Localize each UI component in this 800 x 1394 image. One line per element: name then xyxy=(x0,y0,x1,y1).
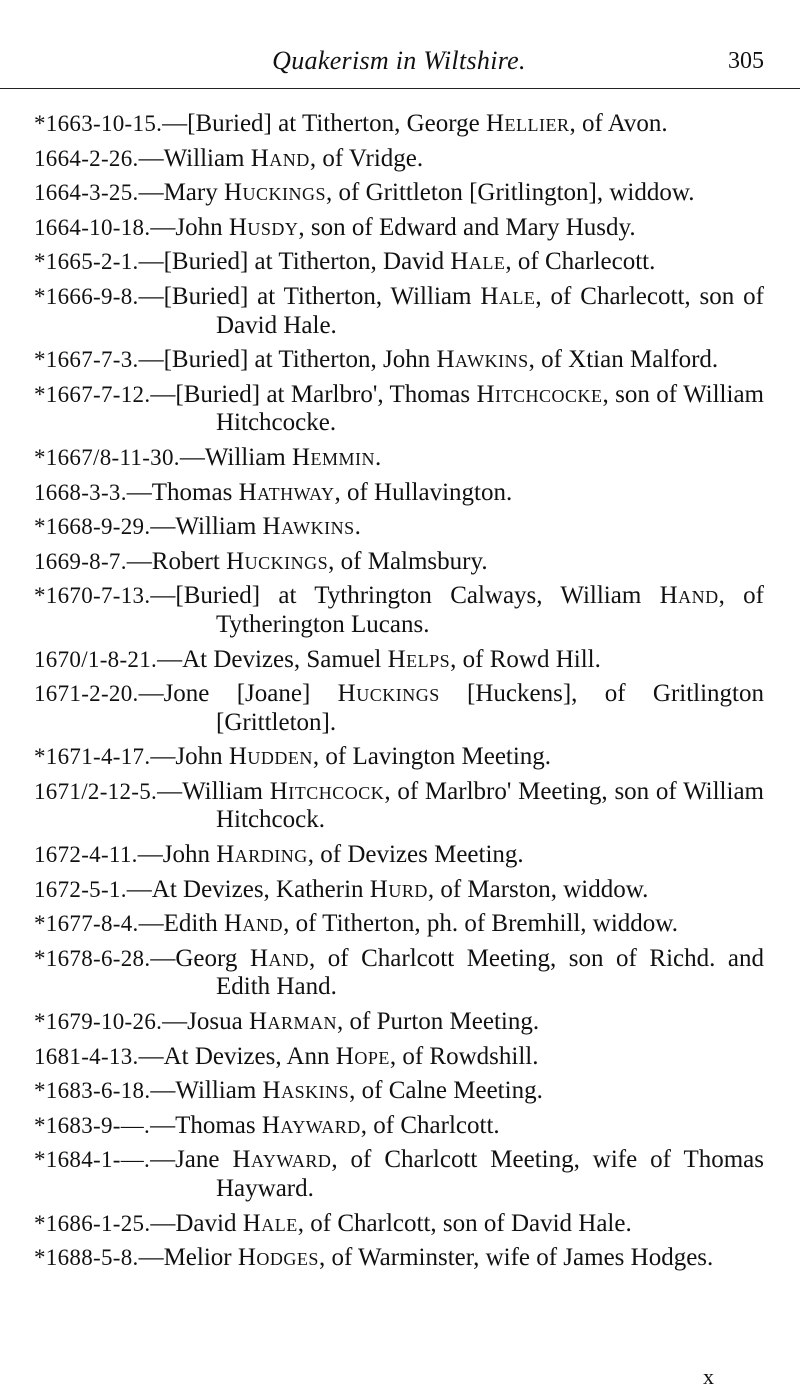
entry-surname: Harman xyxy=(248,1008,338,1036)
entry-surname: Hurd xyxy=(369,875,428,903)
entry-row xyxy=(34,1043,764,1072)
entry-row xyxy=(34,582,764,639)
entry-row xyxy=(34,381,764,438)
entry-text: —At Devizes, Katherin xyxy=(126,875,370,903)
entry-row xyxy=(34,346,764,375)
entry-date: *1684-1-—. xyxy=(34,1147,151,1173)
entry-row xyxy=(34,876,764,905)
entry-text-rest: , of Rowdshill. xyxy=(389,1042,539,1070)
entry-surname: Hope xyxy=(335,1042,390,1070)
entry-surname: Huckings xyxy=(337,680,440,708)
entry-surname: Hayward xyxy=(261,1111,361,1139)
entry-date: *1678-6-28. xyxy=(34,945,151,971)
entry-surname: Hitchcock xyxy=(269,777,385,805)
entry-surname: Hathway xyxy=(238,478,335,506)
entry-surname: Hand xyxy=(249,944,309,972)
entry-text-rest: , of Vridge. xyxy=(309,144,424,172)
entry-date: 1670/1-8-21. xyxy=(34,646,158,672)
entry-text-rest: . xyxy=(375,443,382,471)
entry-text-rest: , son of Edward and Mary Husdy. xyxy=(298,213,636,241)
entry-row xyxy=(34,1146,764,1203)
entry-row xyxy=(34,1008,764,1037)
entry-text-rest: , of Rowd Hill. xyxy=(450,645,601,673)
header-rule xyxy=(0,88,800,89)
entry-text: —David xyxy=(150,1209,243,1237)
entry-text-rest: , of Warminster, wife of James Hodges. xyxy=(318,1244,714,1272)
entry-text-rest: , of Avon. xyxy=(569,110,668,137)
entry-date: *1683-6-18. xyxy=(34,1078,151,1104)
entry-text-rest: , of Marston, widdow. xyxy=(427,875,649,903)
entry-row xyxy=(34,778,764,835)
entry-text: —William xyxy=(150,513,263,541)
entry-row xyxy=(34,179,764,208)
entry-text-rest: , of Malmsbury. xyxy=(328,547,488,575)
entry-row xyxy=(34,743,764,772)
entry-row xyxy=(34,145,764,174)
entry-text-rest: , of Charlcott Meeting, wife of Thomas Hayward. xyxy=(216,1146,765,1202)
entry-text: —John xyxy=(150,743,229,771)
entry-date: *1671-4-17. xyxy=(34,744,151,770)
entry-date: *1688-5-8. xyxy=(34,1245,139,1271)
entry-text: —[Buried] at Titherton, John xyxy=(138,346,437,374)
entry-date: *1666-9-8. xyxy=(34,283,139,309)
entry-surname: Hayward xyxy=(232,1146,332,1174)
entry-row xyxy=(34,248,764,277)
entry-text: —Edith xyxy=(138,910,224,938)
entry-surname: Hemmin xyxy=(291,443,376,471)
entry-date: 1681-4-13. xyxy=(34,1043,139,1069)
entry-date: *1667-7-3. xyxy=(34,347,139,373)
entry-text: —Thomas xyxy=(126,478,239,506)
entry-text-rest: , of Tytherington Lucans. xyxy=(216,582,764,638)
entry-surname: Harding xyxy=(216,841,308,869)
entry-row xyxy=(34,283,764,340)
entry-surname: Husdy xyxy=(228,213,299,241)
page-number: 305 xyxy=(728,48,764,74)
entry-text: —At Devizes, Samuel xyxy=(157,645,388,673)
entry-text-rest: , of Purton Meeting. xyxy=(337,1008,540,1036)
entry-row xyxy=(34,110,764,139)
entry-surname: Hale xyxy=(480,282,536,310)
entry-row xyxy=(34,910,764,939)
entry-text: —William xyxy=(179,443,292,471)
entry-row xyxy=(34,1077,764,1106)
entry-date: *1667-7-12. xyxy=(34,381,151,407)
entry-text-rest: , of Lavington Meeting. xyxy=(312,743,552,771)
running-title: Quakerism in Wiltshire. xyxy=(272,46,526,75)
entry-text-rest: , of Charlcott. xyxy=(360,1111,500,1139)
running-header xyxy=(34,0,764,78)
entry-text: —Georg xyxy=(150,944,250,972)
entry-date: 1664-10-18. xyxy=(34,214,151,240)
entry-row xyxy=(34,548,764,577)
entry-date: 1671/2-12-5. xyxy=(34,778,158,804)
entry-row xyxy=(34,646,764,675)
entry-text: —William xyxy=(138,144,251,172)
entry-date: 1669-8-7. xyxy=(34,548,127,574)
entry-text: —Josua xyxy=(162,1008,249,1036)
entry-row xyxy=(34,214,764,243)
entry-text-rest: [Huckens], of Gritlington [Grittleton]. xyxy=(216,680,764,736)
entry-surname: Hawkins xyxy=(436,346,529,374)
entry-date: 1668-3-3. xyxy=(34,479,127,505)
entry-text: —[Buried] at Titherton, David xyxy=(138,248,451,276)
entry-text-rest: , of Xtian Malford. xyxy=(528,346,719,374)
entry-row xyxy=(34,444,764,473)
entry-date: *1679-10-26. xyxy=(34,1009,163,1035)
entry-text-rest: , of Devizes Meeting. xyxy=(307,841,524,869)
entry-text: —Mary xyxy=(138,179,224,207)
entry-date: *1663-10-15. xyxy=(34,111,163,136)
entry-text-rest: , of Titherton, ph. of Bremhill, widdow. xyxy=(283,910,678,938)
entry-text-rest: , of Charlecott, son of David Hale. xyxy=(216,282,764,339)
entry-surname: Hitchcocke xyxy=(476,380,603,408)
entry-surname: Hodges xyxy=(237,1244,319,1272)
entry-surname: Huckings xyxy=(226,547,329,575)
entry-surname: Hand xyxy=(250,144,310,172)
entry-surname: Haskins xyxy=(262,1077,350,1105)
entry-row xyxy=(34,680,764,737)
entry-text: —Thomas xyxy=(150,1111,262,1139)
signature-mark: x xyxy=(703,1364,714,1389)
entry-text: —At Devizes, Ann xyxy=(138,1042,336,1070)
entry-surname: Hudden xyxy=(228,743,313,771)
entry-text: —William xyxy=(157,777,270,805)
entry-text-rest: , of Charlcott, son of David Hale. xyxy=(297,1209,632,1237)
entry-surname: Hawkins xyxy=(262,513,355,541)
entry-surname: Hand xyxy=(224,910,284,938)
entry-date: 1664-3-25. xyxy=(34,180,139,206)
entry-text-rest: , of Calne Meeting. xyxy=(349,1077,543,1105)
entry-text: —William xyxy=(150,1077,263,1105)
entry-date: *1668-9-29. xyxy=(34,514,151,540)
entry-surname: Hale xyxy=(242,1209,298,1237)
burial-entries-list xyxy=(34,110,764,1279)
entry-surname: Hale xyxy=(450,248,506,276)
entry-row xyxy=(34,513,764,542)
entry-text-rest: , son of William Hitchcocke. xyxy=(216,380,764,437)
entry-date: *1677-8-4. xyxy=(34,911,139,937)
entry-text-rest: , of Charlcott Meeting, son of Richd. and Edith Hand. xyxy=(216,944,764,1001)
entry-date: *1667/8-11-30. xyxy=(34,444,180,470)
entry-text: —Robert xyxy=(126,547,227,575)
entry-surname: Helps xyxy=(387,645,451,673)
entry-date: *1665-2-1. xyxy=(34,249,139,275)
entry-text: —Melior xyxy=(138,1244,238,1272)
entry-text: —John xyxy=(150,213,229,241)
entry-text: —[Buried] at Titherton, William xyxy=(138,282,481,310)
entry-date: 1672-4-11. xyxy=(34,842,138,868)
entry-surname: Huckings xyxy=(223,179,327,207)
entry-date: *1686-1-25. xyxy=(34,1210,151,1236)
entry-row xyxy=(34,1210,764,1239)
entry-date: 1671-2-20. xyxy=(34,681,139,707)
entry-date: 1672-5-1. xyxy=(34,876,127,902)
entry-row xyxy=(34,945,764,1002)
entry-text-rest: , of Hullavington. xyxy=(334,478,513,506)
entry-text: —[Buried] at Marlbro', Thomas xyxy=(150,380,477,408)
entry-text-rest: , of Grittleton [Gritlington], widdow. xyxy=(326,179,695,207)
entry-surname: Hand xyxy=(659,582,719,610)
entry-text-rest: . xyxy=(354,513,361,541)
entry-date: *1670-7-13. xyxy=(34,583,151,609)
entry-text: —John xyxy=(137,841,217,869)
entry-text-rest: , of Charlecott. xyxy=(505,248,656,276)
entry-row xyxy=(34,841,764,870)
entry-text: —[Buried] at Titherton, George xyxy=(162,110,486,137)
entry-text: —Jone [Joane] xyxy=(138,680,338,708)
entry-row xyxy=(34,1244,764,1273)
entry-text: —[Buried] at Tythrington Calways, William xyxy=(150,582,660,610)
entry-row xyxy=(34,1112,764,1141)
entry-text-rest: , of Marlbro' Meeting, son of William Hitchcock. xyxy=(216,777,764,834)
entry-row xyxy=(34,479,764,508)
entry-date: *1683-9-—. xyxy=(34,1112,151,1138)
entry-surname: Hellier xyxy=(485,110,570,137)
entry-date: 1664-2-26. xyxy=(34,145,139,171)
entry-text: —Jane xyxy=(150,1146,233,1174)
